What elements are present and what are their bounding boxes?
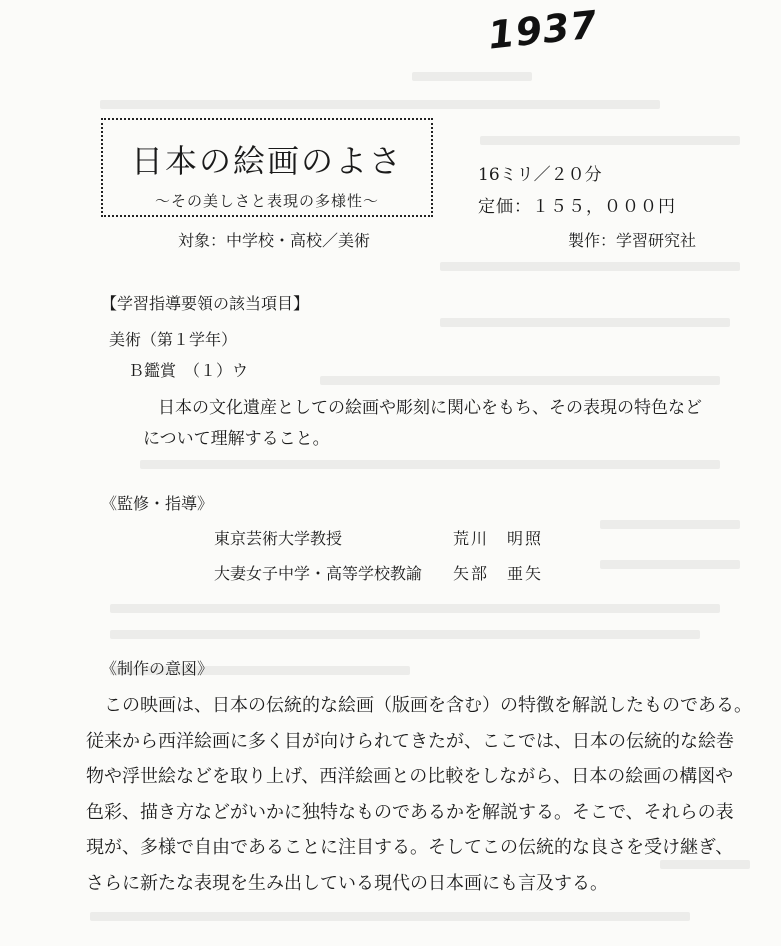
- bleed-through-line: [600, 560, 740, 569]
- intent-line: この映画は、日本の伝統的な絵画（版画を含む）の特徴を解説したものである。: [104, 695, 752, 716]
- intent-line: 現が、多様で自由であることに注目する。そしてこの伝統的な良さを受け継ぎ、: [86, 837, 734, 858]
- guidelines-heading: 【学習指導要領の該当項目】: [101, 294, 310, 313]
- title-box: [101, 118, 433, 217]
- intent-line: 色彩、描き方などがいかに独特なものであるかを解説する。そこで、それらの表: [86, 801, 734, 823]
- bleed-through-line: [412, 72, 532, 81]
- supervisor-name: 矢部 亜矢: [453, 564, 544, 583]
- supervisor-affiliation: 大妻女子中学・高等学校教諭: [214, 564, 423, 583]
- film-price: 定価：１５５，０００円: [478, 197, 676, 217]
- bleed-through-line: [110, 630, 700, 639]
- guidelines-item: Ｂ鑑賞 （１）ウ: [128, 361, 249, 380]
- film-subtitle: 〜その美しさと表現の多様性〜: [154, 192, 379, 210]
- supervisor-name: 荒川 明照: [453, 529, 544, 548]
- guidelines-subject: 美術（第１学年）: [109, 330, 238, 349]
- handwritten-year-note: 1937: [486, 2, 600, 58]
- bleed-through-line: [320, 376, 720, 385]
- producer: 製作：学習研究社: [568, 231, 697, 250]
- intent-line: さらに新たな表現を生み出している現代の日本画にも言及する。: [86, 872, 608, 894]
- supervisor-affiliation: 東京芸術大学教授: [214, 529, 343, 548]
- supervision-heading: 《監修・指導》: [101, 494, 214, 513]
- intent-line: 物や浮世絵などを取り上げ、西洋絵画との比較をしながら、日本の絵画の構図や: [86, 766, 734, 787]
- intent-paragraph: [86, 688, 756, 901]
- bleed-through-line: [140, 460, 720, 469]
- guidelines-goal-line: 日本の文化遺産としての絵画や彫刻に関心をもち、その表現の特色など: [158, 398, 702, 418]
- bleed-through-line: [440, 318, 730, 327]
- intent-heading: 《制作の意図》: [101, 659, 214, 678]
- intent-line: 従来から西洋絵画に多く目が向けられてきたが、ここでは、日本の伝統的な絵巻: [86, 730, 734, 752]
- film-spec: 16ミリ／２０分: [478, 165, 602, 185]
- bleed-through-line: [480, 136, 740, 145]
- bleed-through-line: [90, 912, 690, 921]
- bleed-through-line: [110, 604, 720, 613]
- film-title: 日本の絵画のよさ: [130, 142, 403, 180]
- bleed-through-line: [600, 520, 740, 529]
- target-audience: 対象：中学校・高校／美術: [178, 231, 371, 250]
- bleed-through-line: [100, 100, 660, 109]
- bleed-through-line: [440, 262, 740, 271]
- guidelines-goal-line: について理解すること。: [143, 429, 330, 449]
